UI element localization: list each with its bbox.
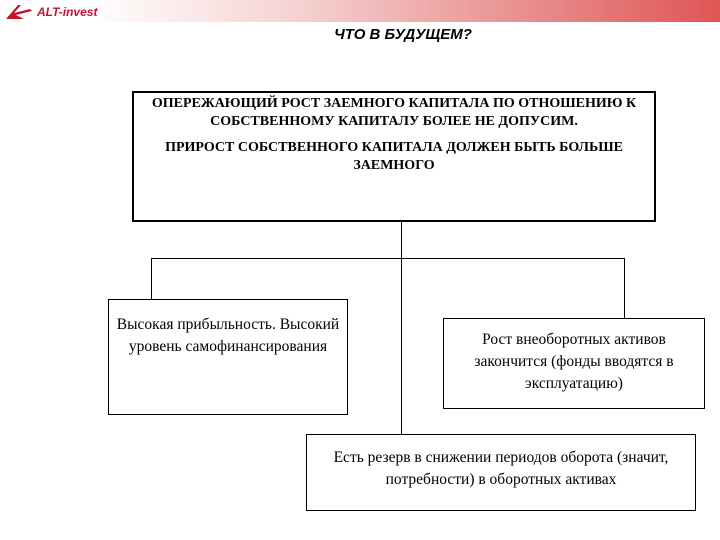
logo (4, 2, 97, 22)
main-statement-box (132, 91, 656, 222)
header-bar (0, 0, 720, 22)
logo-star-icon (4, 3, 34, 21)
main-statement-paragraph-1: ОПЕРЕЖАЮЩИЙ РОСТ ЗАЕМНОГО КАПИТАЛА ПО ОТНОШЕНИЮ К СОБСТВЕННОМУ КАПИТАЛУ БОЛЕЕ НЕ ДОПУСИМ. (151, 96, 637, 129)
page-title: ЧТО В БУДУЩЕМ? (334, 26, 472, 43)
fixed-assets-box: Рост внеоборотных активов закончится (фонды вводятся в эксплуатацию) (443, 318, 705, 409)
connector-vertical-main (401, 222, 402, 434)
main-statement-paragraph-2: ПРИРОСТ СОБСТВЕННОГО КАПИТАЛА ДОЛЖЕН БЫТЬ БОЛЬШЕ ЗАЕМНОГО (165, 140, 623, 173)
connector-right-drop (624, 258, 625, 318)
turnover-reserve-box: Есть резерв в снижении периодов оборота (значит, потребности) в оборотных активах (306, 434, 696, 511)
connector-left-drop (151, 258, 152, 299)
profitability-box: Высокая прибыльность. Высокий уровень самофинансирования (108, 299, 348, 415)
connector-horizontal (151, 258, 625, 259)
logo-text: ALT-invest (37, 5, 98, 19)
